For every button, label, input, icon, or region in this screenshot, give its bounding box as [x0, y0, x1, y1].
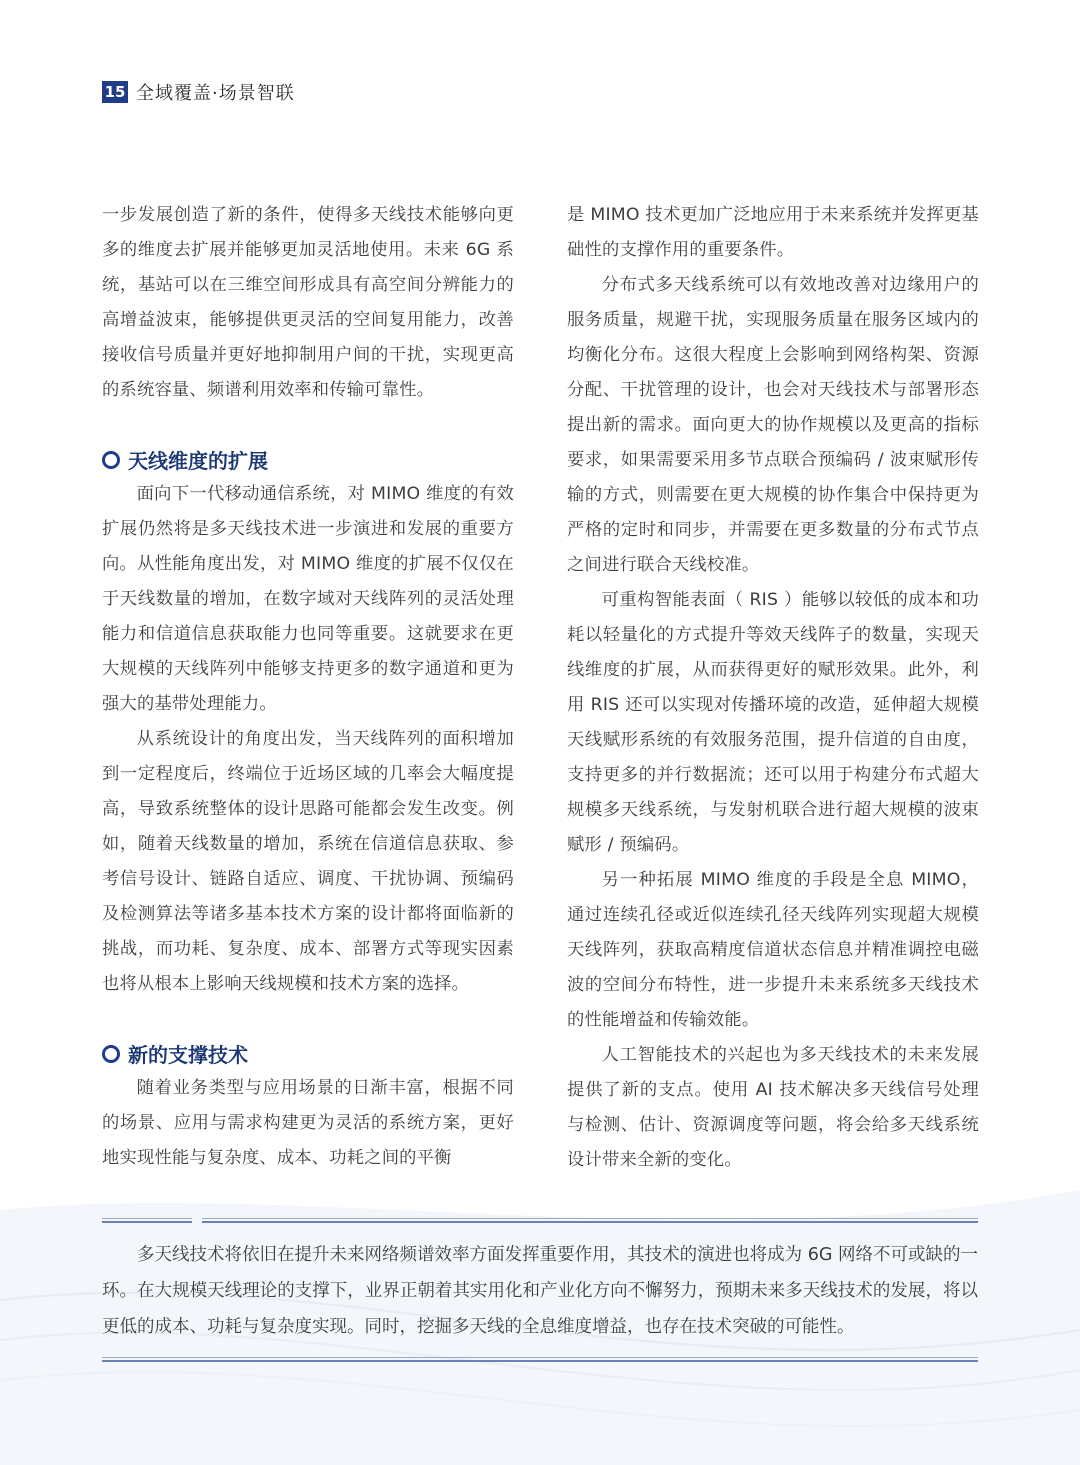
summary-bottom-rule	[102, 1357, 978, 1362]
body-paragraph: 人工智能技术的兴起也为多天线技术的未来发展提供了新的支点。使用 AI 技术解决多天线信号处理与检测、估计、资源调度等问题，将会给多天线系统设计带来全新的变化。	[567, 1045, 979, 1170]
body-paragraph: 从系统设计的角度出发，当天线阵列的面积增加到一定程度后，终端位于近场区域的几率会大幅度提高，导致系统整体的设计思路可能都会发生改变。例如，随着天线数量的增加，系统在信道信息获取、参考信号设计、链路自适应、调度、干扰协调、预编码及检测算法等诸多基本技术方案的设计都将面临新的挑战，而功耗、复杂度、成本、部署方式等现实因素也将从根本上影响天线规模和技术方案的选择。	[102, 729, 514, 994]
body-paragraph: 分布式多天线系统可以有效地改善对边缘用户的服务质量，规避干扰，实现服务质量在服务区域内的均衡化分布。这很大程度上会影响到网络构架、资源分配、干扰管理的设计，也会对天线技术与部署形态提出新的需求。面向更大的协作规模以及更高的指标要求，如果需要采用多节点联合预编码 / 波束赋形传输的方式，则需要在更大规模的协作集合中保持更为严格的定时和同步，并需要在更多数量的分布式节点之间进行联合天线校准。	[567, 275, 979, 575]
page-number: 15	[102, 81, 128, 103]
body-paragraph: 随着业务类型与应用场景的日渐丰富，根据不同的场景、应用与需求构建更为灵活的系统方案，更好地实现性能与复杂度、成本、功耗之间的平衡	[102, 1078, 514, 1168]
body-paragraph: 另一种拓展 MIMO 维度的手段是全息 MIMO，通过连续孔径或近似连续孔径天线阵列实现超大规模天线阵列，获取高精度信道状态信息并精准调控电磁波的空间分布特性，进一步提升未来系统多天线技术的性能增益和传输效能。	[567, 870, 979, 1030]
running-title: 全域覆盖·场景智联	[136, 83, 295, 104]
intro-paragraph: 一步发展创造了新的条件，使得多天线技术能够向更多的维度去扩展并能够更加灵活地使用。未来 6G 系统，基站可以在三维空间形成具有高空间分辨能力的高增益波束，能够提供更灵活的空间复用能力，改善接收信号质量并更好地抑制用户间的干扰，实现更高的系统容量、频谱利用效率和传输可靠性。	[102, 205, 514, 400]
summary-box	[102, 1218, 978, 1362]
section-heading-antenna-dimension	[102, 442, 514, 477]
summary-top-rule	[102, 1218, 978, 1223]
summary-text: 多天线技术将依旧在提升未来网络频谱效率方面发挥重要作用，其技术的演进也将成为 6G 网络不可或缺的一环。在大规模天线理论的支撑下，业界正朝着其实用化和产业化方向不懈努力，预期未来多天线技术的发展，将以更低的成本、功耗与复杂度实现。同时，挖掘多天线的全息维度增益，也存在技术突破的可能性。	[102, 1245, 978, 1337]
body-paragraph: 面向下一代移动通信系统，对 MIMO 维度的有效扩展仍然将是多天线技术进一步演进和发展的重要方向。从性能角度出发，对 MIMO 维度的扩展不仅仅在于天线数量的增加，在数字域对天线阵列的灵活处理能力和信道信息获取能力也同等重要。这就要求在更大规模的天线阵列中能够支持更多的数字通道和更为强大的基带处理能力。	[102, 484, 514, 714]
body-paragraph: 是 MIMO 技术更加广泛地应用于未来系统并发挥更基础性的支撑作用的重要条件。	[567, 205, 979, 260]
circle-bullet-icon	[102, 451, 120, 469]
left-column	[102, 198, 514, 1176]
section-heading-text: 新的支撑技术	[128, 1043, 248, 1067]
page-header	[102, 80, 295, 104]
section-heading-new-support-tech	[102, 1036, 514, 1071]
section-heading-text: 天线维度的扩展	[128, 449, 268, 473]
right-column	[567, 198, 979, 1178]
circle-bullet-icon	[102, 1045, 120, 1063]
body-paragraph: 可重构智能表面（ RIS ）能够以较低的成本和功耗以轻量化的方式提升等效天线阵子的数量，实现天线维度的扩展，从而获得更好的赋形效果。此外，利用 RIS 还可以实现对传播环境的改造，延伸超大规模天线赋形系统的有效服务范围，提升信道的自由度，支持更多的并行数据流；还可以用于构建分布式超大规模多天线系统，与发射机联合进行超大规模的波束赋形 / 预编码。	[567, 590, 979, 855]
